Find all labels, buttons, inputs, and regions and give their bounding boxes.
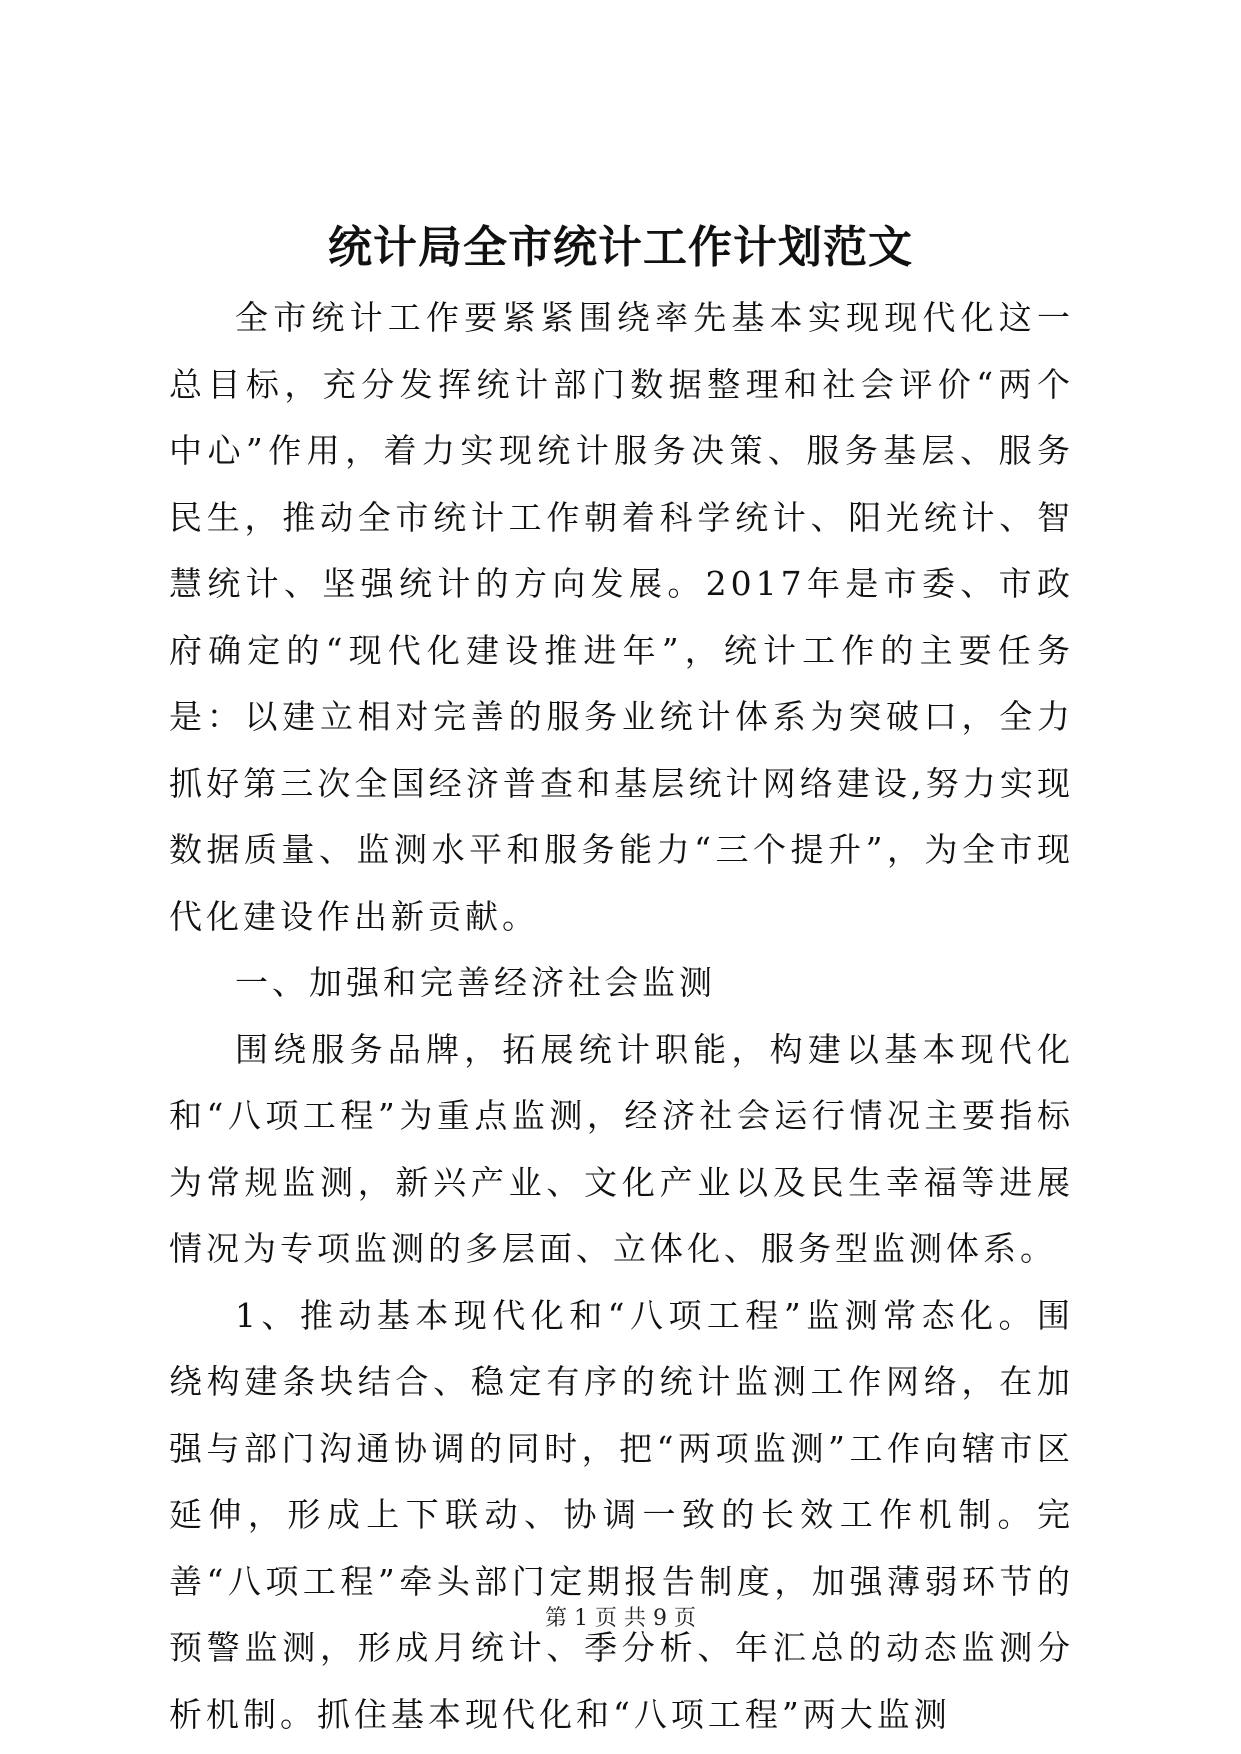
section-heading-1: 一、加强和完善经济社会监测	[235, 963, 716, 1002]
page-footer: 第 1 页 共 9 页	[545, 1606, 696, 1631]
paragraph-item-1: 1、推动基本现代化和“八项工程”监测常态化。围绕构建条块结合、稳定有序的统计监测工作网络，在加强与部门沟通协调的同时，把“两项监测”工作向辖市区延伸，形成上下联动、协调一致的长效工作机制。完善“八项工程”牵头部门定期报告制度，加强薄弱环节的预警监测，形成月统计、季分析、年汇总的动态监测分析机制。抓住基本现代化和“八项工程”两大监测	[169, 1295, 1074, 1734]
document-title: 统计局全市统计工作计划范文	[328, 222, 913, 273]
document-body	[169, 285, 1074, 1748]
paragraph-intro: 全市统计工作要紧紧围绕率先基本实现现代化这一总目标，充分发挥统计部门数据整理和社会评价“两个中心”作用，着力实现统计服务决策、服务基层、服务民生，推动全市统计工作朝着科学统计、阳光统计、智慧统计、坚强统计的方向发展。2017年是市委、市政府确定的“现代化建设推进年”，统计工作的主要任务是：以建立相对完善的服务业统计体系为突破口，全力抓好第三次全国经济普查和基层统计网络建设,努力实现数据质量、监测水平和服务能力“三个提升”，为全市现代化建设作出新贡献。	[169, 298, 1074, 936]
paragraph-section-1: 围绕服务品牌，拓展统计职能，构建以基本现代化和“八项工程”为重点监测，经济社会运行情况主要指标为常规监测，新兴产业、文化产业以及民生幸福等进展情况为专项监测的多层面、立体化、服务型监测体系。	[169, 1029, 1074, 1268]
